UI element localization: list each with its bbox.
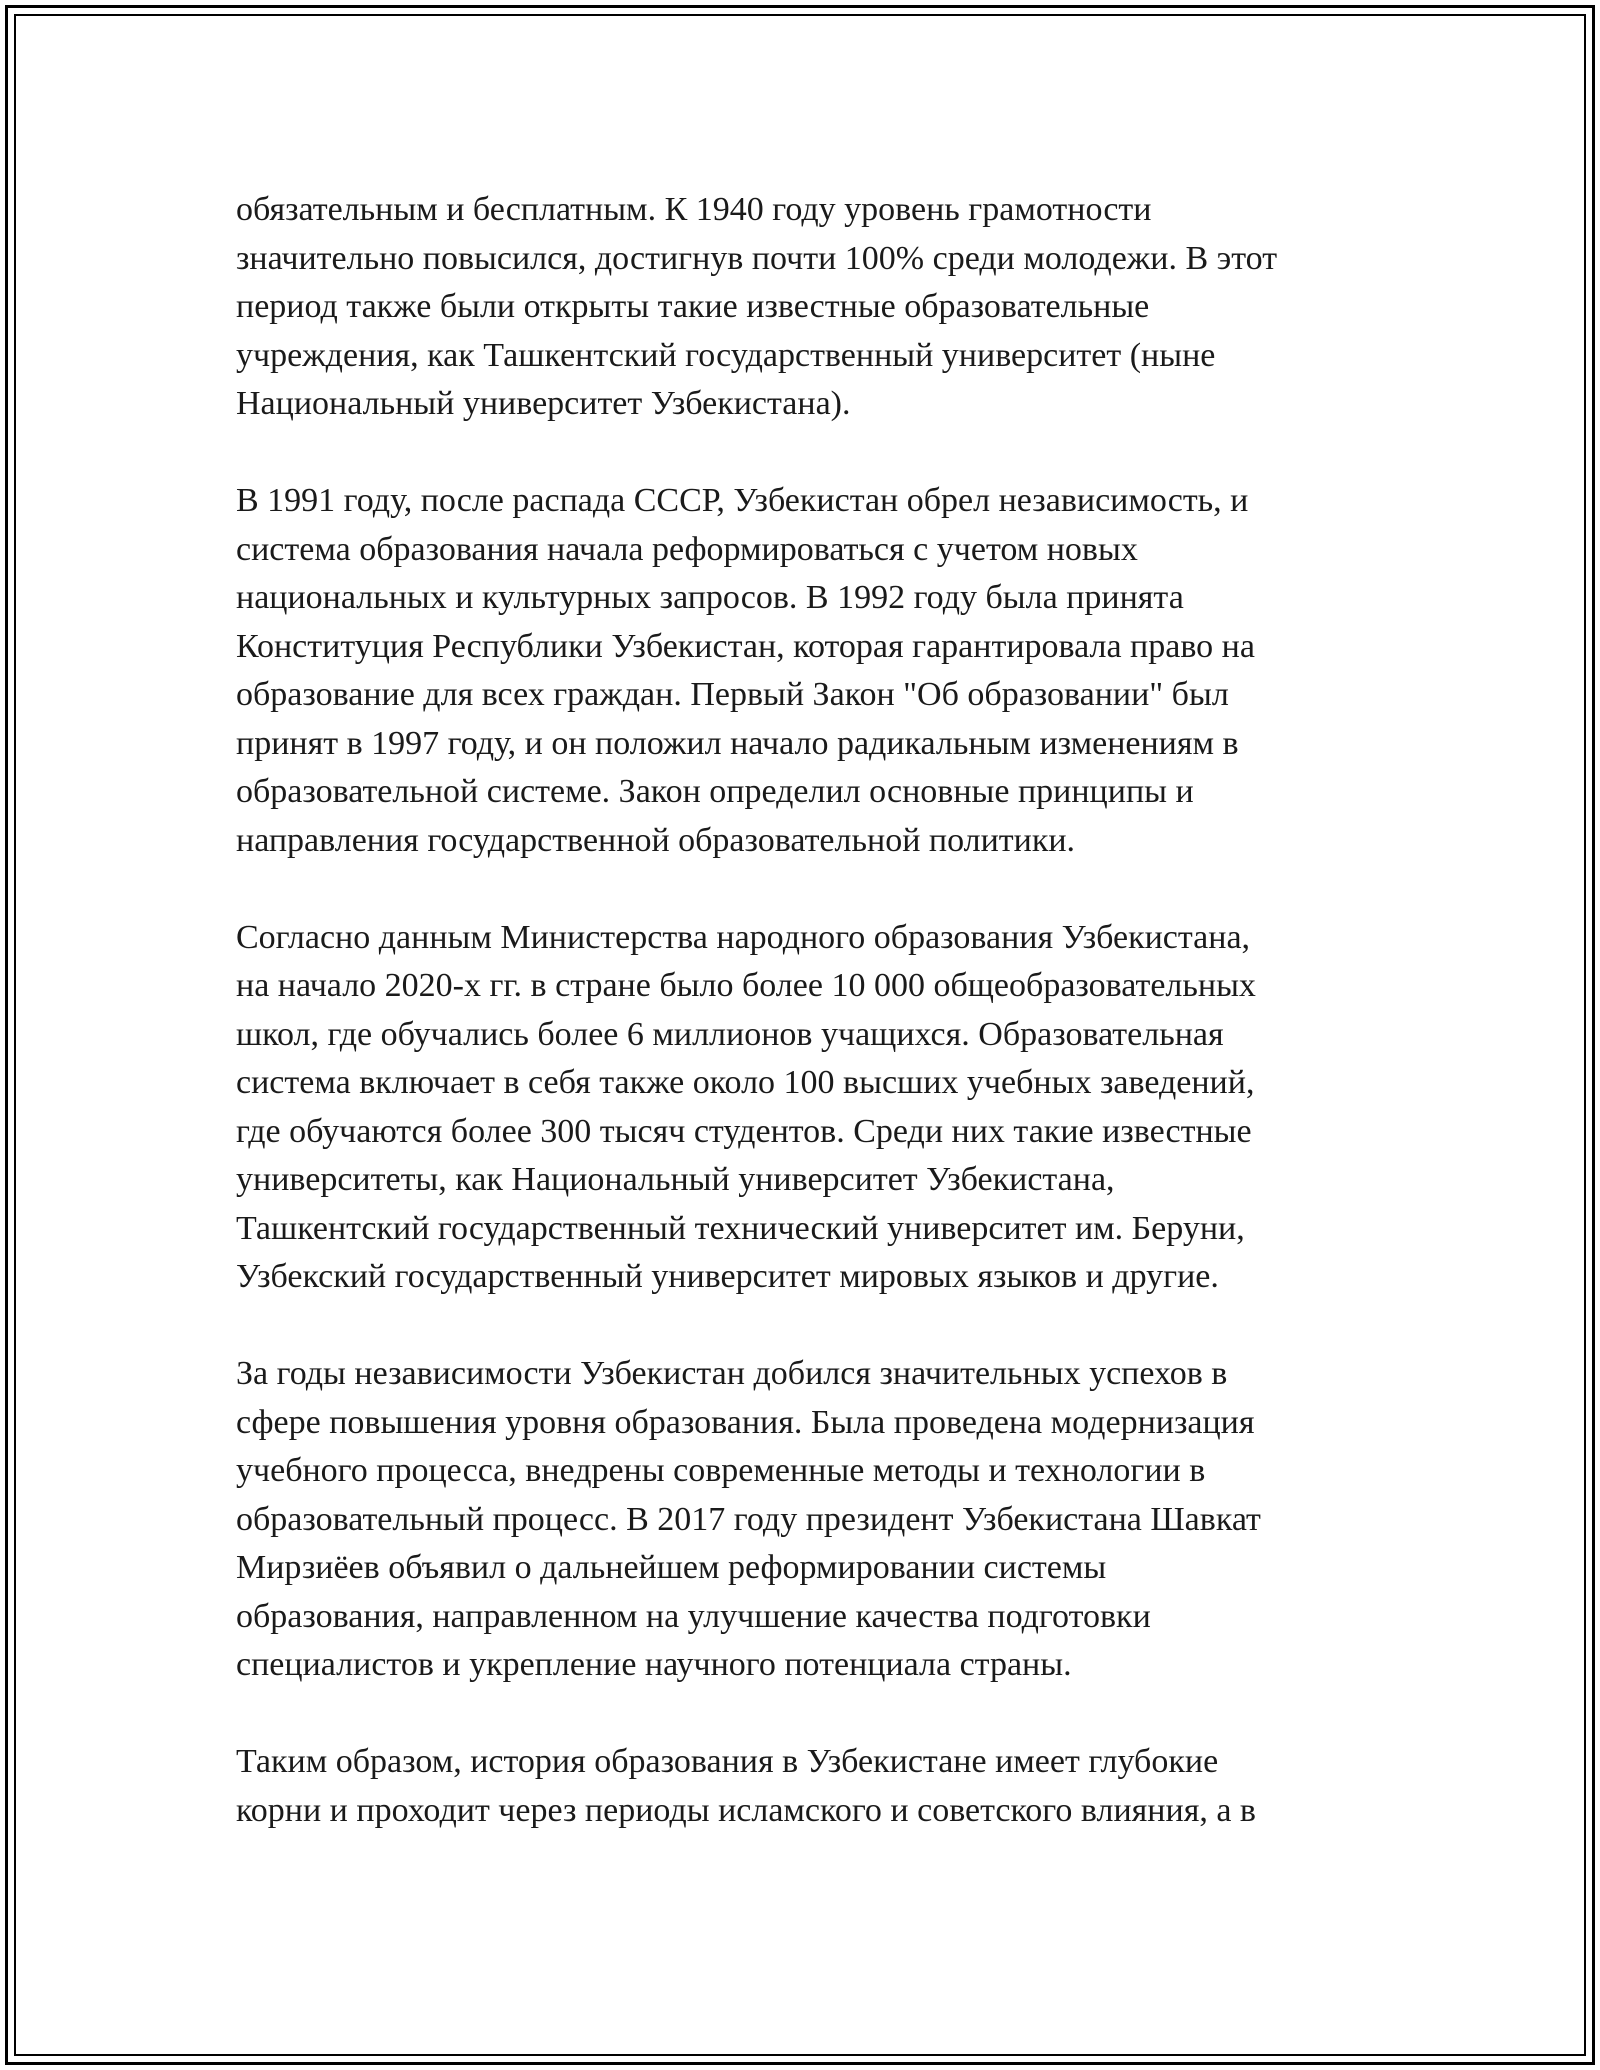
text-line: система включает в себя также около 100 высших учебных заведений,: [236, 1064, 1255, 1101]
text-line: образование для всех граждан. Первый Закон "Об образовании" был: [236, 676, 1229, 713]
paragraph-spacer: [236, 1690, 1386, 1739]
text-line: где обучаются более 300 тысяч студентов. Среди них такие известные: [236, 1112, 1252, 1150]
text-line: Узбекский государственный университет мировых языков и другие.: [236, 1258, 1219, 1295]
text-line: обязательным и бесплатным. К 1940 году уровень грамотности: [236, 191, 1152, 228]
text-line: Национальный университет Узбекистана).: [236, 385, 851, 422]
text-line: университеты, как Национальный университет Узбекистана,: [236, 1161, 1115, 1198]
text-line: школ, где обучались более 6 миллионов учащихся. Образовательная: [236, 1015, 1224, 1053]
text-line: на начало 2020-х гг. в стране было более 10 000 общеобразовательных: [236, 967, 1256, 1004]
text-line: Конституция Республики Узбекистан, которая гарантировала право на: [236, 627, 1255, 665]
paragraph-1: [236, 186, 1386, 429]
paragraph-5: [236, 1738, 1386, 1835]
paragraph-spacer: [236, 429, 1386, 478]
document-body: [236, 186, 1386, 1835]
text-line: специалистов и укрепление научного потенциала страны.: [236, 1646, 1072, 1683]
text-line: значительно повысился, достигнув почти 100% среди молодежи. В этот: [236, 239, 1278, 277]
text-line: система образования начала реформироваться с учетом новых: [236, 530, 1138, 568]
text-line: принят в 1997 году, и он положил начало радикальным изменениям в: [236, 724, 1239, 762]
text-line: образовательной системе. Закон определил основные принципы и: [236, 773, 1194, 810]
text-line: В 1991 году, после распада СССР, Узбекистан обрел независимость, и: [236, 482, 1249, 519]
text-line: учебного процесса, внедрены современные методы и технологии в: [236, 1452, 1206, 1489]
paragraph-2: [236, 477, 1386, 865]
text-line: образования, направленном на улучшение качества подготовки: [236, 1597, 1151, 1635]
text-line: Таким образом, история образования в Узбекистане имеет глубокие: [236, 1743, 1219, 1780]
paragraph-3: [236, 914, 1386, 1302]
paragraph-spacer: [236, 1302, 1386, 1351]
text-line: период также были открыты такие известные образовательные: [236, 288, 1150, 325]
paragraph-spacer: [236, 865, 1386, 914]
paragraph-4: [236, 1350, 1386, 1690]
text-line: Мирзиёев объявил о дальнейшем реформировании системы: [236, 1549, 1107, 1586]
text-line: учреждения, как Ташкентский государственный университет (ныне: [236, 336, 1216, 374]
text-line: Ташкентский государственный технический университет им. Беруни,: [236, 1209, 1245, 1247]
text-line: сфере повышения уровня образования. Была проведена модернизация: [236, 1403, 1255, 1441]
text-line: За годы независимости Узбекистан добился значительных успехов в: [236, 1355, 1228, 1392]
text-line: Согласно данным Министерства народного образования Узбекистана,: [236, 918, 1251, 956]
text-line: образовательный процесс. В 2017 году президент Узбекистана Шавкат: [236, 1500, 1261, 1538]
text-line: национальных и культурных запросов. В 1992 году была принята: [236, 579, 1184, 616]
text-line: корни и проходит через периоды исламского и советского влияния, а в: [236, 1791, 1256, 1829]
text-line: направления государственной образовательной политики.: [236, 821, 1076, 859]
